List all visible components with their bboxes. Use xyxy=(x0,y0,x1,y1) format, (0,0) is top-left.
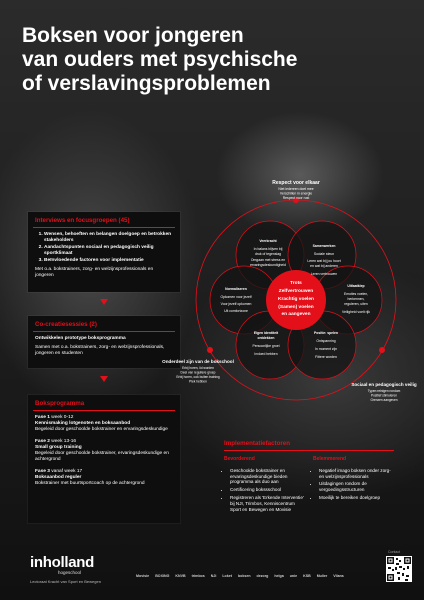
onderdeel-text: Erbij horen, ook buiten training xyxy=(176,375,220,379)
node-text: In balans blijven bij xyxy=(253,247,283,251)
node-text: Opkomen voor jezelf xyxy=(220,295,252,299)
phase-week: week 0-12 xyxy=(51,415,74,420)
onderdeel-text: Erbij horen, lid worden xyxy=(182,366,214,370)
title-line-2: van ouders met psychische xyxy=(22,48,298,71)
lectoraat-label: Lectoraat Kracht van Sport en Bewegen xyxy=(30,579,101,584)
phase-label: Fase 3 xyxy=(35,469,50,474)
partner-logo: Vilans xyxy=(333,574,344,578)
partner-logo: trimbos xyxy=(191,574,205,578)
node-text: Leren vertrouwen xyxy=(310,272,338,276)
node-text: herkennen, xyxy=(347,297,365,301)
phase-title: Boksaanbod reguler xyxy=(35,475,82,480)
title-line-3: of verslavingsproblemen xyxy=(22,72,271,95)
qr-code-icon[interactable] xyxy=(386,556,412,582)
panel-cocreatie-text: Samen met o.a. bokstrainers, zorg- en welzijnsprofessionals, jongeren en studenten xyxy=(35,345,165,356)
node-label: Veerkracht xyxy=(259,239,277,243)
node-text: Veiligheid voelt rijk xyxy=(342,310,370,314)
node-text: Ontspanning xyxy=(316,339,336,343)
node-text: Leren wat bij jou hoort xyxy=(307,259,341,263)
partner-logo: KSB xyxy=(303,574,311,578)
list-item: • Certificering bokssschool xyxy=(230,487,305,493)
respect-text: Niet iedereen doet mee xyxy=(278,187,314,191)
node-text: In moment zijn xyxy=(314,347,338,351)
sociaal-text: Positief stimuleren xyxy=(370,393,398,398)
marker-left xyxy=(207,347,213,353)
bevorderend-title: Bevorderend xyxy=(224,456,255,462)
partner-logo: Mulier xyxy=(316,574,328,578)
sociaal-text: Grenzen aangeven xyxy=(370,398,398,402)
onderdeel-text: Plek hebben xyxy=(189,379,207,384)
phase-text: Begeleid door geschoolde bokstrainer, ervaringsdeskundige en achtergrond xyxy=(35,451,169,462)
phase-label: Fase 2 xyxy=(35,439,50,444)
node-text: ervaringsdeskundigheid xyxy=(250,263,286,267)
partner-logo: Movisie xyxy=(136,574,150,578)
panel-interviews-heading: Interviews en focusgroepen (45) xyxy=(33,212,175,228)
node-label: Eigen identiteit xyxy=(253,331,279,335)
phase-title: Small group training xyxy=(35,445,82,450)
phase-week: week 13-16 xyxy=(51,439,77,444)
node-text: druk of tegenslag xyxy=(254,252,282,256)
node-text: Sociale steun xyxy=(313,252,335,256)
node-text: Omgaan met stress en xyxy=(250,258,286,262)
phase-week: vanaf week 17 xyxy=(51,469,83,474)
belemmerend-title: Belemmerend xyxy=(313,456,347,462)
center-label: (Samen) voelen xyxy=(278,305,314,310)
partner-logo: KNVB xyxy=(175,574,186,578)
list-item: • Negatief imago boksen onder zorg- en welzijnsprofessionals xyxy=(319,468,394,480)
panel-interviews-note: Met o.a. bokstrainers, zorg- en welzijnsprofessionals en jongeren xyxy=(35,267,154,278)
sociaal-title: Sociaal en pedagogisch veilig xyxy=(351,382,417,387)
node-text: Uit comfortzone xyxy=(224,309,248,313)
partner-logos xyxy=(136,574,344,578)
list-item: 1. Wensen, behoeften en belangen doelgoep en betrokken stakeholders xyxy=(44,232,173,244)
node-label: Samenwerken xyxy=(312,244,336,248)
phase-title: Kennismaking lotgenoten en boksaanbod xyxy=(35,421,131,426)
center-label: en aangeven xyxy=(281,312,311,317)
phase-text: Begeleid door geschoolde bokstrainer en ervaringsdeskundige xyxy=(35,427,168,432)
node-text: Fittere worden xyxy=(315,355,337,359)
qr-label: Contact xyxy=(388,550,401,554)
list-item: 3. Beïnvloedende factoren voor implementatie xyxy=(44,258,173,264)
respect-title: Respect voor elkaar xyxy=(272,180,320,186)
sociaal-text: Typen reinigen rondom xyxy=(367,389,401,393)
phase-label: Fase 1 xyxy=(35,415,50,420)
panel-cocreatie-heading: Co-creatiesessies (2) xyxy=(33,316,175,332)
marker-right xyxy=(379,347,385,353)
partner-logo: boksen xyxy=(237,574,251,578)
inholland-logo: inholland xyxy=(30,554,94,571)
node-label: Uitlaatklep xyxy=(347,284,365,288)
node-text: Invloed hebben xyxy=(254,352,278,356)
list-item: • Moeilijk te bereiken doelgroep xyxy=(319,495,394,501)
list-item: • Geschoolde bokstrainer en ervaringsdeskundige bieden programma als duo aan xyxy=(230,468,305,485)
list-item: 2. Aandachtspunten sociaal en pedagogisch veilig sportklimaat xyxy=(44,245,173,257)
partner-logo: helga xyxy=(274,574,284,578)
node-label: ontdekken xyxy=(257,336,275,340)
node-label: Positie: spelen xyxy=(314,331,338,335)
node-text: Persoonlijke groei xyxy=(252,344,280,348)
node-text: Emoties voelen, xyxy=(343,292,369,296)
center-label: Zelfvertrouwen xyxy=(278,289,314,294)
partner-logo: Loket xyxy=(222,574,232,578)
node-text: Voor jezelf opkomen xyxy=(220,302,252,306)
respect-text: Respect voor rust xyxy=(282,196,310,200)
phase-text: Bokstrainer met buurtsportcoach op de achtergrond xyxy=(35,481,145,486)
center-label: Krachtig voelen xyxy=(278,297,314,302)
panel-cocreatie-subheading: Ontwikkelen prototype boksprogramma xyxy=(35,336,126,341)
node-label: Normaliseren xyxy=(225,287,247,291)
center-label: Trots xyxy=(290,281,302,286)
implementation-section xyxy=(224,440,394,514)
onderdeel-title: Onderdeel zijn van de bokschool xyxy=(162,359,234,364)
bevorderend-column xyxy=(224,457,305,514)
node-text: en wat bij anderen xyxy=(310,264,338,268)
respect-text: Verschillen in energie xyxy=(279,191,313,196)
partner-logo: dezorg xyxy=(256,574,269,578)
implementation-heading: Implementatiefactoren xyxy=(224,440,394,451)
logo-subtitle: hogeschool xyxy=(58,570,82,575)
partner-logo: unie xyxy=(289,574,298,578)
list-item: • Uitdagingen rondom de vergoedingsstructuren xyxy=(319,481,394,493)
panel-boksprogramma-heading: Boksprogramma xyxy=(33,395,175,411)
partner-logo: NJi xyxy=(210,574,217,578)
title-line-1: Boksen voor jongeren xyxy=(22,24,244,47)
onderdeel-text: Deel van reguliere groep xyxy=(180,370,216,375)
partner-logo: BOXING xyxy=(155,574,170,578)
node-text: reguleren, uiten xyxy=(344,302,368,306)
list-item: • Registreren als 'Erkende Interventie' bij NJI, Trimbos, Kenniscentrum Sport en Bewegen en Movisie xyxy=(230,495,305,512)
belemmerend-column xyxy=(313,457,394,514)
